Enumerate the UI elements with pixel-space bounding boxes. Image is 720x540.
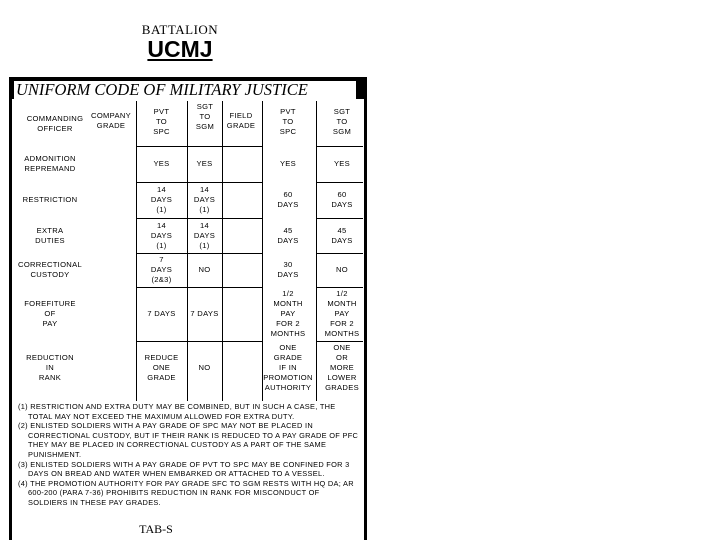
table-cell: NO [198, 363, 211, 372]
table-cell: 45 DAYS [331, 225, 353, 245]
header-fg-sgt-to-sgm: SGT TO SGM [332, 107, 352, 136]
table-cell: ONE OR MORE LOWER GRADES [325, 343, 359, 392]
header-fg-pvt-to-spc: PVT TO SPC [279, 107, 297, 136]
row-label-admonition: ADMONITION REPREMAND [24, 154, 76, 173]
table-cell: NO [336, 265, 348, 274]
row-label-forfeiture-of-pay: FOREFITURE OF PAY [24, 299, 76, 328]
unit-heading: BATTALION [141, 22, 219, 37]
header-co-pvt-to-spc: PVT TO SPC [153, 107, 170, 136]
row-label-correctional-custody: CORRECTIONAL CUSTODY [18, 260, 82, 279]
table-cell: YES [279, 159, 297, 168]
table-cell: REDUCE ONE GRADE [144, 353, 179, 382]
table-cell: YES [153, 159, 170, 168]
header-field-grade: FIELD GRADE [226, 111, 256, 130]
table-cell: 60 DAYS [331, 190, 353, 209]
table-cell: 14 DAYS (1) [193, 185, 216, 214]
table-cell: NO [198, 265, 211, 274]
footnote-1: (1) RESTRICTION AND EXTRA DUTY MAY BE COMBINED, BUT IN SUCH A CASE, THE TOTAL MAY NOT EXCEED THE MAXIMUM ALLOWED FOR EXTRA DUTY. [18, 402, 336, 421]
table-cell: YES [333, 159, 351, 168]
footnote-3: (3) ENLISTED SOLDIERS WITH A PAY GRADE OF PVT TO SPC MAY BE CONFINED FOR 3 DAYS ON BREAD AND WATER WHEN EMBARKED OR ATTACHED TO A VESSEL. [18, 459, 350, 479]
row-label-restriction: RESTRICTION [22, 195, 78, 204]
table-cell: 45 DAYS [277, 225, 299, 245]
table-cell: 60 DAYS [277, 190, 299, 209]
row-label-reduction-in-rank: REDUCTION IN RANK [26, 353, 74, 382]
table-cell: YES [196, 159, 213, 168]
table-cell: 14 DAYS (1) [150, 220, 173, 250]
table-cell: 30 DAYS [277, 260, 299, 279]
table-cell: ONE GRADE IF IN PROMOTION AUTHORITY [263, 343, 313, 392]
header-commanding-officer: COMMANDING OFFICER [26, 114, 84, 133]
footnote-4: (4) THE PROMOTION AUTHORITY FOR PAY GRADE SFC TO SGM RESTS WITH HQ DA; AR 600-200 (PARA 7-36) PROHIBITS REDUCTION IN RANK FOR MISCONDUCT OF SOLDIERS IN THESE PAY GRADES. [18, 478, 354, 507]
table-cell: 7 DAYS [147, 309, 176, 318]
table-cell: 1/2 MONTH PAY FOR 2 MONTHS [324, 289, 360, 338]
header-co-sgt-to-sgm: SGT TO SGM [195, 102, 215, 131]
row-label-extra-duties: EXTRA DUTIES [35, 225, 65, 245]
page-title: UCMJ [147, 36, 213, 62]
chart-title: UNIFORM CODE OF MILITARY JUSTICE [14, 81, 356, 99]
footnotes [18, 402, 360, 508]
header-company-grade: COMPANY GRADE [91, 111, 131, 130]
tab-label: TAB-S [139, 522, 173, 536]
table-cell: 14 DAYS (1) [193, 220, 216, 250]
table-cell: 14 DAYS (1) [150, 185, 173, 214]
table-cell: 7 DAYS [190, 309, 219, 318]
table-cell: 1/2 MONTH PAY FOR 2 MONTHS [270, 289, 306, 338]
table-cell: 7 DAYS (2&3) [150, 255, 173, 284]
footnote-2: (2) ENLISTED SOLDIERS WITH A PAY GRADE OF SPC MAY NOT BE PLACED IN CORRECTIONAL CUSTODY, BUT IF THEIR RANK IS REDUCED TO A PAY GRADE OF PFC THEY MAY BE PLACED IN CORRECTIONAL CUSTODY AS A PART OF THE SAME PUNISHMENT. [18, 421, 359, 459]
